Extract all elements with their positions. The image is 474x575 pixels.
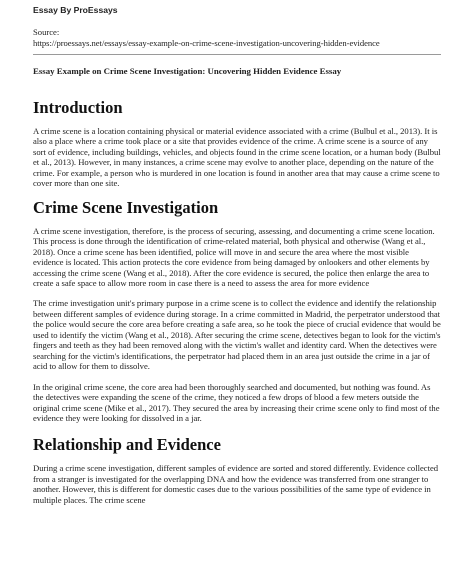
paragraph: A crime scene is a location containing physical or material evidence associated with a crime (Bulbul et al., 2013). It is also a place where a crime took place or a site that provides evidence of the crime. A crime scene is a source of any sort of evidence, including buildings, vehicles, and objects found in the crime scene location, or a human body (Bulbul et al., 2013). However, in many instances, a crime scene may evolve to another place, depending on the nature of the crime. For example, a person who is murdered in one location is found in another area that may cause a crime scene to cover more than one site.	[33, 126, 441, 189]
paragraph: In the original crime scene, the core area had been thoroughly searched and documented, but nothing was found. As the detectives were expanding the scene of the crime, they noticed a few drops of blood a few meters outside the original crime scene (Mike et al., 2017). They secured the area by increasing their crime scene only to find most of the evidence they were looking for dissolved in a jar.	[33, 381, 440, 423]
header-divider	[33, 54, 441, 55]
paragraph: During a crime scene investigation, different samples of evidence are sorted and stored differently. Evidence collected from a stranger is investigated for the overlapping DNA and how the evidence was transferred from one stranger to another. However, this is different for domestic cases due to the various possibilities of the same type of evidence in multiple places. The crime scene	[33, 463, 439, 505]
brand-label: Essay By ProEssays	[33, 5, 118, 15]
source-label: Source:	[33, 27, 60, 37]
source-url[interactable]: https://proessays.net/essays/essay-example-on-crime-scene-investigation-uncovering-hidden-evidence	[33, 37, 380, 48]
paragraph: A crime scene investigation, therefore, is the process of securing, assessing, and documenting a crime scene location. This process is done through the identification of crime-related material, both physical and otherwise (Wang et al., 2018). Once a crime scene has been identified, police will move in and secure the area where the most visible evidence is located. This action protects the core evidence from being damaged by onlookers and other elements by accessing the crime scene (Wang et al., 2018). After the core evidence is secured, the police then enlarge the area to create a safe space to allow more room in case there is a need to assess the area for more evidence	[33, 225, 435, 288]
essay-title: Essay Example on Crime Scene Investigation: Uncovering Hidden Evidence Essay	[33, 66, 342, 76]
section-heading-crime-scene-investigation: Crime Scene Investigation	[33, 197, 219, 217]
section-heading-introduction: Introduction	[33, 98, 123, 117]
section-heading-relationship-and-evidence: Relationship and Evidence	[33, 435, 221, 455]
paragraph: The crime investigation unit's primary purpose in a crime scene is to collect the evidence and identify the relationship between different samples of evidence during storage. In a crime committed in Madrid, the perpetrator understood that the police would secure the core area before creating a safe area, so he took the piece of crucial evidence that would be used to identify the victim (Wang et al., 2018). After securing the crime scene, detectives began to look for the victim's fingers and teeth as they had been removed along with the victim's wallet and identity card. When the detectives were searching for the victim's identifications, the perpetrator had placed them in an area just outside the crime in a jar of acid to allow for them to dissolve.	[33, 298, 441, 372]
